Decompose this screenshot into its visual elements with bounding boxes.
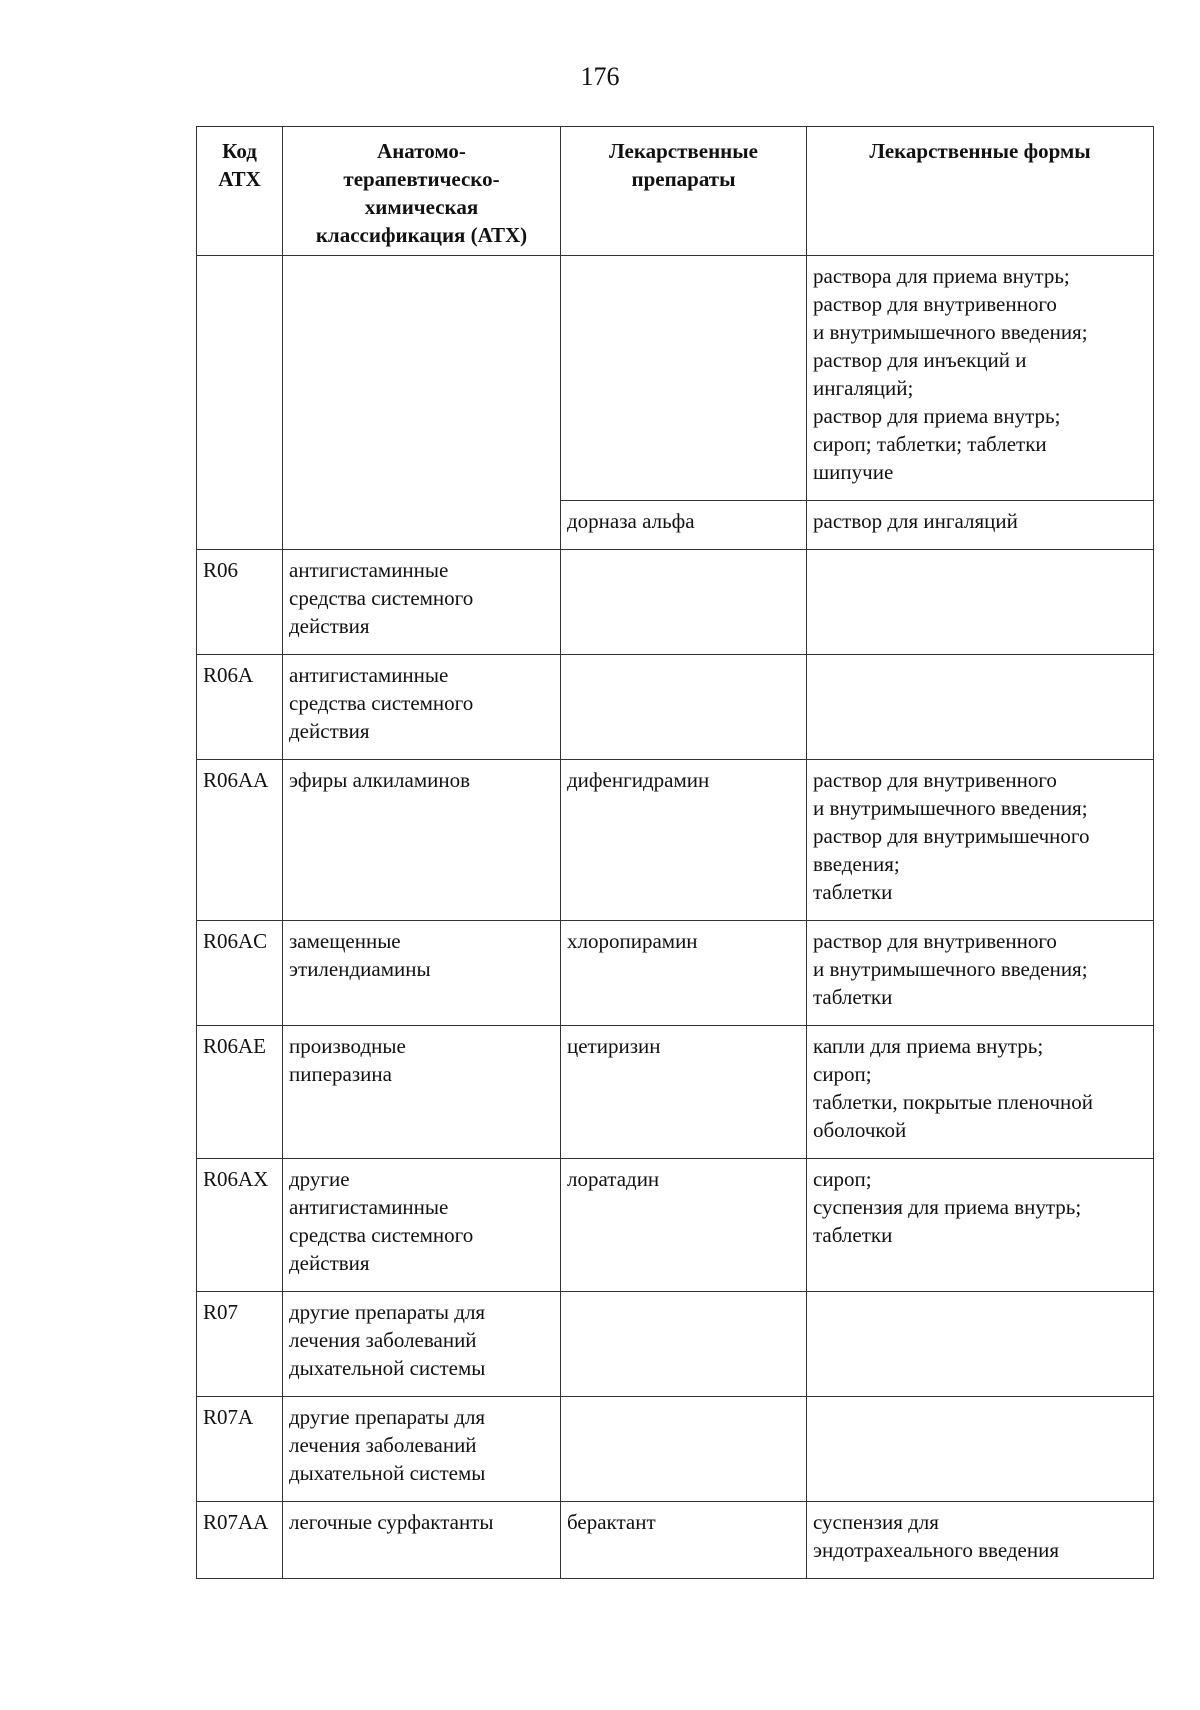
cell-forms: сироп; суспензия для приема внутрь; таблетки bbox=[807, 1159, 1154, 1292]
cell-forms bbox=[807, 1292, 1154, 1397]
cell-code: R06A bbox=[197, 655, 283, 760]
cell-drug bbox=[561, 256, 807, 501]
header-forms: Лекарственные формы bbox=[807, 127, 1154, 256]
cell-classification: другие антигистаминные средства системного действия bbox=[283, 1159, 561, 1292]
table-row bbox=[197, 1292, 1154, 1397]
cell-classification: эфиры алкиламинов bbox=[283, 760, 561, 921]
cell-drug bbox=[561, 655, 807, 760]
cell-classification: легочные сурфактанты bbox=[283, 1502, 561, 1579]
cell-code: R06 bbox=[197, 550, 283, 655]
table-row bbox=[197, 1502, 1154, 1579]
table-row bbox=[197, 1397, 1154, 1502]
cell-code: R06AC bbox=[197, 921, 283, 1026]
table-row bbox=[197, 256, 1154, 501]
cell-code bbox=[197, 256, 283, 550]
cell-drug: дифенгидрамин bbox=[561, 760, 807, 921]
page-number: 176 bbox=[580, 62, 620, 91]
cell-classification bbox=[283, 256, 561, 550]
table-row bbox=[197, 1026, 1154, 1159]
cell-code: R07A bbox=[197, 1397, 283, 1502]
cell-drug: цетиризин bbox=[561, 1026, 807, 1159]
cell-code: R07 bbox=[197, 1292, 283, 1397]
cell-forms bbox=[807, 1397, 1154, 1502]
table-row bbox=[197, 550, 1154, 655]
cell-classification: замещенные этилендиамины bbox=[283, 921, 561, 1026]
header-drugs: Лекарственные препараты bbox=[561, 127, 807, 256]
cell-drug bbox=[561, 1292, 807, 1397]
cell-classification: другие препараты для лечения заболеваний дыхательной системы bbox=[283, 1292, 561, 1397]
header-code: Код АТХ bbox=[197, 127, 283, 256]
cell-classification: антигистаминные средства системного действия bbox=[283, 550, 561, 655]
table-header-row bbox=[197, 127, 1154, 256]
cell-forms: раствора для приема внутрь; раствор для внутривенного и внутримышечного введения; раствор для инъекций и ингаляций; раствор для приема внутрь; сироп; таблетки; таблетки шипучие bbox=[807, 256, 1154, 501]
cell-drug bbox=[561, 550, 807, 655]
cell-drug: хлоропирамин bbox=[561, 921, 807, 1026]
cell-code: R06AE bbox=[197, 1026, 283, 1159]
atx-table bbox=[196, 126, 1154, 1579]
cell-forms: раствор для внутривенного и внутримышечного введения; раствор для внутримышечного введения; таблетки bbox=[807, 760, 1154, 921]
cell-code: R07AA bbox=[197, 1502, 283, 1579]
cell-drug: лоратадин bbox=[561, 1159, 807, 1292]
cell-drug: дорназа альфа bbox=[561, 501, 807, 550]
cell-forms: капли для приема внутрь; сироп; таблетки, покрытые пленочной оболочкой bbox=[807, 1026, 1154, 1159]
table-row bbox=[197, 1159, 1154, 1292]
cell-classification: антигистаминные средства системного действия bbox=[283, 655, 561, 760]
cell-forms: раствор для ингаляций bbox=[807, 501, 1154, 550]
cell-drug: берактант bbox=[561, 1502, 807, 1579]
cell-classification: другие препараты для лечения заболеваний дыхательной системы bbox=[283, 1397, 561, 1502]
cell-code: R06AA bbox=[197, 760, 283, 921]
table-row bbox=[197, 760, 1154, 921]
cell-forms: раствор для внутривенного и внутримышечного введения; таблетки bbox=[807, 921, 1154, 1026]
table-row bbox=[197, 921, 1154, 1026]
cell-forms bbox=[807, 655, 1154, 760]
cell-drug bbox=[561, 1397, 807, 1502]
table-row bbox=[197, 655, 1154, 760]
cell-code: R06AX bbox=[197, 1159, 283, 1292]
cell-classification: производные пиперазина bbox=[283, 1026, 561, 1159]
cell-forms: суспензия для эндотрахеального введения bbox=[807, 1502, 1154, 1579]
header-classification: Анатомо- терапевтическо- химическая классификация (АТХ) bbox=[283, 127, 561, 256]
cell-forms bbox=[807, 550, 1154, 655]
